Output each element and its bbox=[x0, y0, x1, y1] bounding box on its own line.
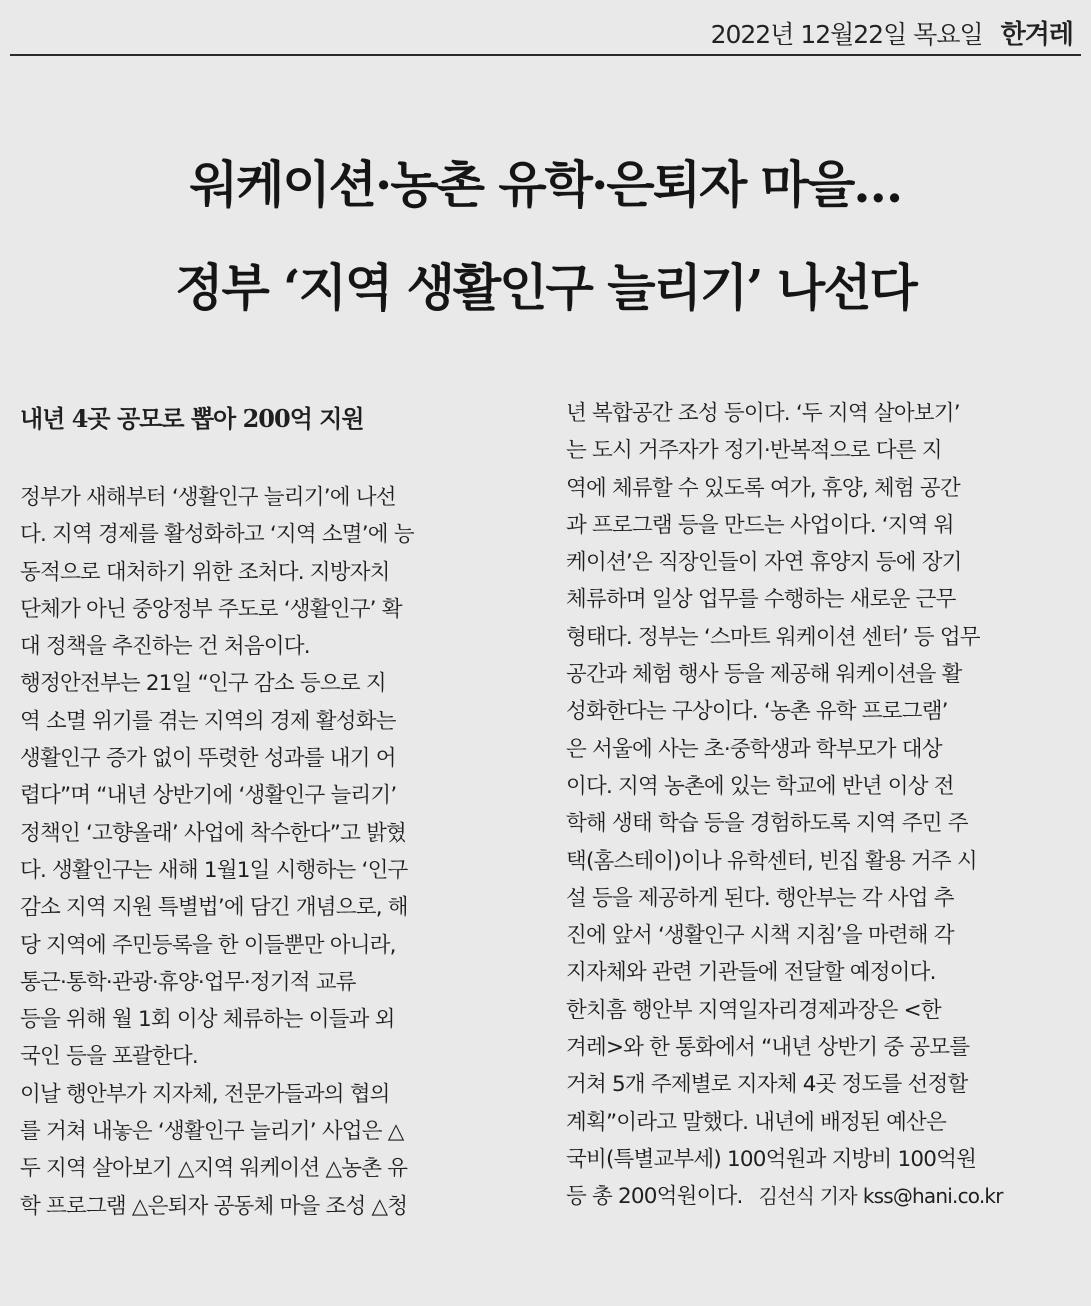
article-line: 를 거쳐 내놓은 ‘생활인구 늘리기’ 사업은 △ bbox=[20, 1119, 404, 1145]
article-line: 국인 등을 포괄한다. bbox=[20, 1044, 198, 1070]
newspaper-logo: 한겨레 bbox=[1000, 20, 1073, 50]
article-line: 이다. 지역 농촌에 있는 학교에 반년 이상 전 bbox=[566, 773, 954, 799]
closing-text: 등 총 200억원이다. bbox=[566, 1184, 743, 1210]
article-line: 성화한다는 구상이다. ‘농촌 유학 프로그램’ bbox=[566, 699, 948, 725]
issue-date: 2022년 12월22일 목요일 bbox=[710, 20, 983, 49]
headline-line-2: 정부 ‘지역 생활인구 늘리기’ 나선다 bbox=[175, 258, 916, 317]
subheadline: 내년 4곳 공모로 뽑아 200억 지원 bbox=[20, 404, 364, 433]
article-line: 한치흠 행안부 지역일자리경제과장은 <한 bbox=[566, 997, 941, 1023]
article-line: 공간과 체험 행사 등을 제공해 워케이션을 활 bbox=[566, 662, 962, 688]
article-line: 이날 행안부가 지자체, 전문가들과의 협의 bbox=[20, 1081, 390, 1107]
article-line: 단체가 아닌 중앙정부 주도로 ‘생활인구’ 확 bbox=[20, 596, 402, 622]
masthead-divider bbox=[10, 54, 1081, 56]
article-line: 두 지역 살아보기 △지역 워케이션 △농촌 유 bbox=[20, 1156, 408, 1182]
article-line: 역에 체류할 수 있도록 여가, 휴양, 체험 공간 bbox=[566, 475, 960, 501]
masthead bbox=[711, 14, 1073, 51]
article-line: 행정안전부는 21일 “인구 감소 등으로 지 bbox=[20, 671, 386, 697]
article-line: 학해 생태 학습 등을 경험하도록 지역 주민 주 bbox=[566, 811, 968, 837]
article-body-left bbox=[20, 479, 520, 1225]
article-line: 설 등을 제공하게 된다. 행안부는 각 사업 추 bbox=[566, 885, 954, 911]
article-line: 택(홈스테이)이나 유학센터, 빈집 활용 거주 시 bbox=[566, 848, 977, 874]
headline-line-1: 워케이션·농촌 유학·은퇴자 마을… bbox=[189, 155, 902, 214]
article-line: 는 도시 거주자가 정기·반복적으로 다른 지 bbox=[566, 438, 942, 464]
closing-line bbox=[566, 1178, 1074, 1215]
article-line: 계획”이라고 말했다. 내년에 배정된 예산은 bbox=[566, 1109, 946, 1135]
article-line: 다. 지역 경제를 활성화하고 ‘지역 소멸’에 능 bbox=[20, 522, 414, 548]
article-line: 렵다”며 “내년 상반기에 ‘생활인구 늘리기’ bbox=[20, 783, 397, 809]
article-line: 정부가 새해부터 ‘생활인구 늘리기’에 나선 bbox=[20, 485, 396, 510]
article-line: 케이션’은 직장인들이 자연 휴양지 등에 장기 bbox=[566, 550, 962, 576]
article-line: 당 지역에 주민등록을 한 이들뿐만 아니라, bbox=[20, 932, 396, 958]
article-line: 학 프로그램 △은퇴자 공동체 마을 조성 △청 bbox=[20, 1193, 408, 1219]
article-line: 대 정책을 추진하는 건 처음이다. bbox=[20, 634, 310, 660]
article-line: 형태다. 정부는 ‘스마트 워케이션 센터’ 등 업무 bbox=[566, 624, 980, 650]
article-column-left bbox=[20, 395, 520, 1225]
article-line: 등을 위해 월 1회 이상 체류하는 이들과 외 bbox=[20, 1007, 395, 1033]
article-line: 체류하며 일상 업무를 수행하는 새로운 근무 bbox=[566, 587, 956, 613]
article-line: 국비(특별교부세) 100억원과 지방비 100억원 bbox=[566, 1146, 977, 1172]
article-line: 동적으로 대처하기 위한 조처다. 지방자치 bbox=[20, 559, 390, 585]
article-line: 정책인 ‘고향올래’ 사업에 착수한다”고 밝혔 bbox=[20, 820, 407, 846]
article-body-right bbox=[566, 395, 1074, 1178]
byline-email: kss@hani.co.kr bbox=[862, 1184, 1003, 1209]
article-line: 역 소멸 위기를 겪는 지역의 경제 활성화는 bbox=[20, 708, 396, 734]
article-line: 겨레>와 한 통화에서 “내년 상반기 중 공모를 bbox=[566, 1035, 970, 1061]
article-line: 년 복합공간 조성 등이다. ‘두 지역 살아보기’ bbox=[566, 401, 960, 426]
article-line: 생활인구 증가 없이 뚜렷한 성과를 내기 어 bbox=[20, 746, 396, 772]
article-line: 과 프로그램 등을 만드는 사업이다. ‘지역 워 bbox=[566, 512, 954, 538]
article-line: 거쳐 5개 주제별로 지자체 4곳 정도를 선정할 bbox=[566, 1072, 968, 1098]
article-line: 다. 생활인구는 새해 1월1일 시행하는 ‘인구 bbox=[20, 857, 408, 883]
article-column-right bbox=[566, 395, 1074, 1216]
article-line: 진에 앞서 ‘생활인구 시책 지침’을 마련해 각 bbox=[566, 923, 954, 949]
byline-author: 김선식 기자 bbox=[758, 1184, 857, 1209]
article-line: 은 서울에 사는 초·중학생과 학부모가 대상 bbox=[566, 736, 942, 762]
article-line: 감소 지역 지원 특별법’에 담긴 개념으로, 해 bbox=[20, 895, 408, 921]
article-line: 지자체와 관련 기관들에 전달할 예정이다. bbox=[566, 960, 936, 986]
article-line: 통근·통학·관광·휴양·업무·정기적 교류 bbox=[20, 969, 356, 995]
